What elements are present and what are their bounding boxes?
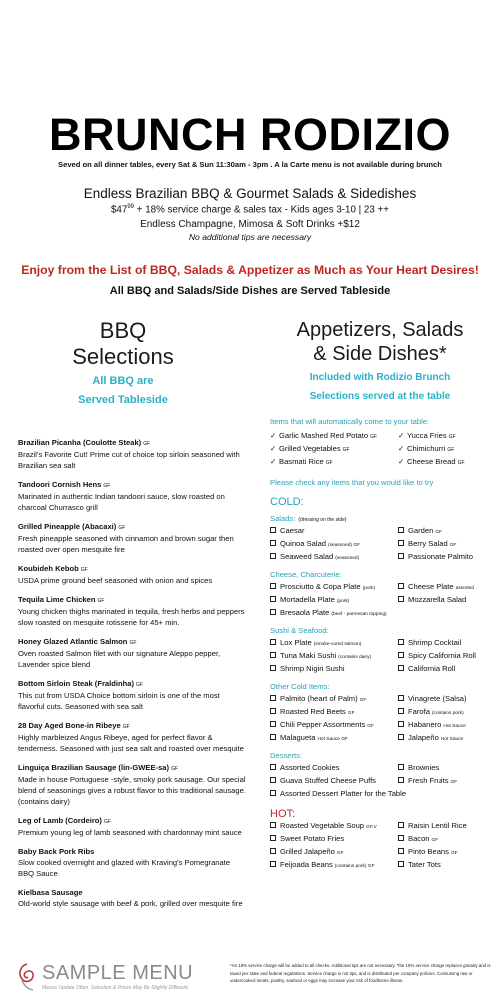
- checkbox-item[interactable]: [270, 594, 398, 607]
- checkbox-item-label: Guava Stuffed Cheese Puffs: [280, 776, 376, 785]
- bbq-item: [18, 438, 248, 471]
- checkbox[interactable]: [270, 665, 276, 671]
- bbq-item: [18, 888, 248, 909]
- auto-item: [398, 456, 488, 469]
- checkbox-item-note: GF: [449, 543, 457, 548]
- bbq-item-description: Old-world style sausage with beef & pork, grilled over mesquite fire: [18, 899, 243, 908]
- gf-tag: GF: [129, 640, 137, 646]
- bbq-item-description: Young chicken thighs marinated in tequila, fresh herbs and peppers slow roasted on mesquite rotisserie for 45+ min.: [18, 607, 245, 627]
- logo-subtext: Menus Update Often. Selection & Prices May Be Slightly Different.: [42, 985, 190, 991]
- section-title: [270, 751, 490, 760]
- page-subtitle: Seved on all dinner tables, every Sat & Sun 11:30am - 3pm . A la Carte menu is not available during brunch: [58, 160, 442, 169]
- checkbox[interactable]: [270, 835, 276, 841]
- checkbox-item[interactable]: [398, 525, 490, 538]
- appetizers-heading: [270, 318, 490, 404]
- checkbox[interactable]: [398, 822, 404, 828]
- checkbox-item-label: Quinoa Salad: [280, 539, 327, 548]
- gf-tag: GF: [103, 483, 111, 489]
- menu-section: [270, 626, 490, 676]
- checkbox-item-label: Prosciutto & Copa Plate: [280, 582, 361, 591]
- bbq-heading-line1: BBQ: [99, 318, 147, 343]
- bbq-item-name: [18, 438, 248, 449]
- gf-tag: GF: [448, 434, 456, 440]
- checkbox-item-label: Grilled Jalapeño: [280, 847, 335, 856]
- bbq-item-description: Marinated in authentic Indian tandoori sauce, slow roasted on charcoal Churrasco grill: [18, 492, 225, 512]
- checkbox[interactable]: [270, 721, 276, 727]
- price-rest: + 18% service charge & sales tax - Kids ages 3-10 | 23 ++: [134, 204, 389, 216]
- checkbox[interactable]: [398, 652, 404, 658]
- gf-tag: GF: [122, 724, 130, 730]
- section-title: [270, 626, 490, 635]
- hot-items-grid: [270, 820, 490, 872]
- checkbox-item-label: Bacon: [408, 834, 430, 843]
- bbq-item-name: [18, 721, 248, 732]
- checkbox-item-note: Hot Sauce: [443, 724, 466, 729]
- checkbox[interactable]: [398, 665, 404, 671]
- checkmark-icon: ✓: [398, 431, 405, 440]
- bbq-item: [18, 679, 248, 712]
- checkbox-item-note: GF: [367, 724, 374, 729]
- appetizers-heading-line2: & Side Dishes*: [313, 343, 447, 365]
- checkbox-item-note: GF,V: [366, 825, 377, 830]
- checkbox-item-label: Mozzarella Salad: [408, 595, 467, 604]
- auto-item-label: Garlic Mashed Red Potato: [279, 431, 369, 440]
- section-title-text: Sushi & Seafood:: [270, 626, 329, 635]
- bbq-item-title: Honey Glazed Atlantic Salmon: [18, 637, 128, 646]
- price-cents: 99: [127, 204, 135, 210]
- checkbox-item-label: Raisin Lentil Rice: [408, 821, 467, 830]
- checkbox-item-label: California Roll: [408, 664, 456, 673]
- fine-print: *An 18% service charge will be added to all checks. Additional tips are not necessary. The 18% service charge replaces gratuity and is taxed per state and federal regulations. Service charge is not tips, and is distributed per company policies. Consuming raw or undercooked meats, poultry, seafood or eggs may increase your risk of foodborne illness.: [230, 963, 491, 983]
- checkbox-item[interactable]: [270, 581, 398, 594]
- checkbox[interactable]: [270, 695, 276, 701]
- checkbox-item-label: Malagueta: [280, 733, 316, 742]
- checkbox-item-note: (pork): [336, 599, 350, 604]
- checkbox-item[interactable]: [270, 551, 398, 564]
- checkbox-item[interactable]: [398, 693, 490, 706]
- checkbox[interactable]: [398, 527, 404, 533]
- bbq-item-description: USDA prime ground beef seasoned with onion and spices: [18, 576, 213, 585]
- logo-swirl-icon: [16, 962, 38, 992]
- auto-item-label: Yucca Fries: [407, 431, 447, 440]
- gf-tag: GF: [118, 525, 126, 531]
- bbq-item-description: Made in house Portuguese -style, smoky pork sausage. Our special blend of seasonings gives a robust flavor to this traditional sausage. (contains dairy): [18, 775, 246, 806]
- bbq-item: [18, 763, 248, 807]
- checkbox-item[interactable]: [270, 788, 490, 801]
- checkbox[interactable]: [270, 764, 276, 770]
- bbq-item-description: Fresh pineapple seasoned with cinnamon and brown sugar then roasted over open mesquite fire: [18, 534, 234, 554]
- auto-item: [270, 443, 398, 456]
- checkbox-item-label: Garden: [408, 526, 434, 535]
- auto-item-label: Cheese Bread: [407, 457, 456, 466]
- checkbox[interactable]: [270, 734, 276, 740]
- checkbox-item-label: Seaweed Salad: [280, 552, 334, 561]
- bbq-item-title: 28 Day Aged Bone-in Ribeye: [18, 721, 121, 730]
- checkbox-item-label: Berry Salad: [408, 539, 448, 548]
- bbq-item-name: [18, 522, 248, 533]
- price-main: $47: [110, 204, 128, 216]
- checkbox-item-note: (pork): [362, 586, 376, 591]
- section-title: [270, 514, 490, 523]
- checkbox-item-note: Hot Sauce: [440, 737, 464, 742]
- checkbox[interactable]: [270, 583, 276, 589]
- checkbox-item[interactable]: [398, 538, 490, 551]
- bbq-item: [18, 721, 248, 754]
- bbq-item-name: [18, 763, 248, 774]
- pricing-line4: No additional tips are necessary: [188, 232, 312, 243]
- bbq-item-title: Kielbasa Sausage: [18, 888, 83, 897]
- checkbox-item-label: Roasted Vegetable Soup: [280, 821, 365, 830]
- checkbox-item-label: Spicy California Roll: [408, 651, 476, 660]
- checkbox[interactable]: [398, 583, 404, 589]
- checkbox[interactable]: [270, 861, 276, 867]
- logo-text: SAMPLE MENU: [42, 962, 194, 984]
- checkbox-item-label: Palmito (heart of Palm): [280, 694, 358, 703]
- appetizers-column: [270, 318, 490, 872]
- bbq-sub-line2: Served Tableside: [78, 394, 168, 406]
- bbq-item-description: This cut from USDA Choice bottom sirloin is one of the most flavorful cuts. Seasoned with sea salt: [18, 691, 220, 711]
- checkbox[interactable]: [398, 596, 404, 602]
- checkbox-item[interactable]: [270, 525, 398, 538]
- checkbox[interactable]: [270, 553, 276, 559]
- checkbox-item[interactable]: [398, 833, 490, 846]
- checkbox-item-label: Pinto Beans: [408, 847, 449, 856]
- checkbox-item[interactable]: [270, 693, 398, 706]
- checkbox[interactable]: [270, 790, 276, 796]
- bbq-item-title: Linguiça Brazilian Sausage (lin-GWEE-sa): [18, 763, 170, 772]
- checkbox-item[interactable]: [270, 706, 398, 719]
- section-items: [270, 525, 490, 564]
- checkbox-item[interactable]: [398, 551, 490, 564]
- checkbox[interactable]: [270, 777, 276, 783]
- auto-item: [270, 456, 398, 469]
- checkbox-item-note: GF: [435, 530, 443, 535]
- auto-items-grid: [270, 430, 490, 469]
- gf-tag: GF: [97, 598, 105, 604]
- checkbox-item-label: Shrimp Nigiri Sushi: [280, 664, 345, 673]
- checkbox-item-note: (smoke-cured salmon): [313, 642, 362, 647]
- auto-item: [398, 443, 488, 456]
- checkbox-item-note: assorted: [455, 586, 474, 591]
- auto-item: [398, 430, 488, 443]
- checkbox-item-label: Farofa: [408, 707, 430, 716]
- checkbox-item-note: GF: [336, 851, 344, 856]
- bbq-sub-line1: All BBQ are: [92, 375, 154, 387]
- checkbox-item[interactable]: [398, 594, 490, 607]
- checkbox[interactable]: [398, 540, 404, 546]
- bbq-item: [18, 637, 248, 670]
- checkbox-item-label: Cheese Plate: [408, 582, 454, 591]
- checkbox[interactable]: [398, 835, 404, 841]
- section-title-text: Cheese, Charcuterie:: [270, 570, 342, 579]
- checkbox-item-label: Shrimp Cocktail: [408, 638, 462, 647]
- checkbox-item-note: (seasoned): [335, 556, 360, 561]
- checkbox-item[interactable]: [270, 732, 398, 745]
- page-title: BRUNCH RODIZIO: [49, 109, 451, 160]
- checkbox-item[interactable]: [398, 663, 490, 676]
- checkbox-item[interactable]: [270, 663, 398, 676]
- section-items: [270, 693, 490, 745]
- checkbox[interactable]: [270, 639, 276, 645]
- checkbox-item-note: Hot Sauce GF: [317, 737, 348, 742]
- section-title-text: Salads:: [270, 514, 296, 523]
- checkbox-item[interactable]: [398, 706, 490, 719]
- pricing-line1: Endless Brazilian BBQ & Gourmet Salads & Sidedishes: [83, 186, 417, 201]
- gf-tag: GF: [143, 441, 151, 447]
- checkbox-item-note: GF: [347, 711, 355, 716]
- bbq-item-name: [18, 637, 248, 648]
- checkbox-item-label: Jalapeño: [408, 733, 439, 742]
- bbq-item-name: [18, 847, 248, 857]
- checkbox-item-label: Tater Tots: [408, 860, 441, 869]
- cold-sections: [270, 514, 490, 801]
- bbq-item-description: Highly marbleized Angus Ribeye, aged for perfect flavor & tenderness. Seasoned with just sea salt and roasted over mesquite: [18, 733, 244, 753]
- checkbox[interactable]: [270, 822, 276, 828]
- please-check-text: Please check any items that you would like to try: [270, 478, 434, 487]
- bbq-item: [18, 564, 248, 586]
- checkbox-item-label: Passionate Palmito: [408, 552, 474, 561]
- checkbox-item-label: Fresh Fruits: [408, 776, 449, 785]
- checkbox-item[interactable]: [398, 775, 490, 788]
- checkbox[interactable]: [270, 596, 276, 602]
- appetizers-sub-line2: Selections served at the table: [309, 391, 451, 402]
- section-items: [270, 637, 490, 676]
- bbq-item-title: Brazilian Picanha (Coulotte Steak): [18, 438, 142, 447]
- checkbox-item-label: Brownies: [408, 763, 440, 772]
- checkbox[interactable]: [398, 721, 404, 727]
- menu-header: [0, 109, 500, 169]
- section-title: [270, 682, 490, 691]
- checkbox-item-label: Mortadella Plate: [280, 595, 335, 604]
- auto-item: [270, 430, 398, 443]
- checkbox-item[interactable]: [398, 581, 490, 594]
- checkbox-item-note: (contains pork) GF: [334, 864, 375, 869]
- bbq-item-description: Oven roasted Salmon filet with our signature Aleppo pepper, Lavender spice blend: [18, 649, 221, 669]
- appetizers-sub-line1: Included with Rodizio Brunch: [309, 372, 451, 383]
- checkbox-item-label: Assorted Dessert Platter for the Table: [280, 789, 407, 798]
- pricing-block: [0, 186, 500, 242]
- section-items: [270, 581, 490, 620]
- gf-tag: GF: [136, 682, 143, 688]
- checkbox[interactable]: [398, 639, 404, 645]
- checkbox-item-label: Caesar: [280, 526, 305, 535]
- checkbox-item-label: Habanero: [408, 720, 442, 729]
- hot-heading: HOT:: [270, 808, 296, 820]
- checkmark-icon: ✓: [270, 431, 277, 440]
- menu-section: [270, 682, 490, 745]
- bbq-item-title: Bottom Sirloin Steak (Fraldinha): [18, 679, 135, 688]
- bbq-item-name: [18, 564, 248, 575]
- bbq-item-name: [18, 888, 248, 898]
- checkbox[interactable]: [398, 553, 404, 559]
- sample-menu-logo: [16, 962, 226, 996]
- enjoy-banner: Enjoy from the List of BBQ, Salads & Appetizer as Much as Your Heart Desires!: [21, 263, 479, 277]
- checkbox-item[interactable]: [270, 538, 398, 551]
- checkbox-item-label: Vinagrete (Salsa): [408, 694, 467, 703]
- bbq-item-title: Leg of Lamb (Cordeiro): [18, 816, 102, 825]
- checkbox[interactable]: [270, 609, 276, 615]
- checkbox-item[interactable]: [398, 846, 490, 859]
- checkbox-item[interactable]: [398, 719, 490, 732]
- section-title-text: Other Cold Items:: [270, 682, 330, 691]
- checkbox-item-label: Assorted Cookies: [280, 763, 340, 772]
- gf-tag: GF: [103, 819, 111, 825]
- bbq-item-title: Grilled Pineapple (Abacaxi): [18, 522, 117, 531]
- checkbox-item[interactable]: [398, 820, 490, 833]
- gf-tag: GF: [325, 460, 333, 466]
- bbq-item: [18, 480, 248, 513]
- checkbox-item-note: (seasoned) GF: [328, 543, 361, 548]
- gf-tag: GF: [171, 766, 179, 772]
- section-note: (dressing on the side): [298, 517, 347, 523]
- gf-tag: GF: [80, 567, 88, 573]
- checkmark-icon: ✓: [270, 457, 277, 466]
- checkbox-item[interactable]: [398, 650, 490, 663]
- bbq-item-name: [18, 816, 248, 827]
- bbq-item-name: [18, 679, 248, 690]
- section-title-text: Desserts:: [270, 751, 303, 760]
- checkbox-item-label: Feijoada Beans: [280, 860, 333, 869]
- checkbox-item-note: GF: [450, 780, 458, 785]
- checkbox-item[interactable]: [270, 607, 490, 620]
- checkbox-item[interactable]: [398, 762, 490, 775]
- checkbox-item-note: (contains dairy): [338, 655, 372, 660]
- checkmark-icon: ✓: [398, 444, 405, 453]
- gf-tag: GF: [370, 434, 378, 440]
- bbq-item-title: Tandoori Cornish Hens: [18, 480, 102, 489]
- section-items: [270, 762, 490, 801]
- checkbox[interactable]: [270, 527, 276, 533]
- checkbox[interactable]: [398, 861, 404, 867]
- checkbox-item[interactable]: [270, 833, 398, 846]
- bbq-item-name: [18, 480, 248, 491]
- checkbox[interactable]: [398, 708, 404, 714]
- checkbox[interactable]: [398, 695, 404, 701]
- checkbox[interactable]: [270, 652, 276, 658]
- checkbox[interactable]: [398, 734, 404, 740]
- checkbox[interactable]: [270, 848, 276, 854]
- checkbox-item-label: Lox Plate: [280, 638, 312, 647]
- checkbox-item[interactable]: [398, 637, 490, 650]
- checkbox-item[interactable]: [270, 820, 398, 833]
- checkbox-item-note: (beef - parmesan topping): [331, 612, 387, 617]
- auto-item-label: Grilled Vegetables: [279, 444, 341, 453]
- bbq-item-title: Koubideh Kebob: [18, 564, 79, 573]
- checkbox[interactable]: [398, 764, 404, 770]
- bbq-item-description: Slow cooked overnight and glazed with Kraving's Pomegranate BBQ Sauce: [18, 858, 231, 878]
- checkbox-item-label: Sweet Potato Fries: [280, 834, 345, 843]
- served-tableside: All BBQ and Salads/Side Dishes are Served Tableside: [109, 285, 391, 297]
- checkbox-item[interactable]: [270, 637, 398, 650]
- gf-tag: GF: [447, 447, 455, 453]
- checkbox-item-note: GF: [431, 838, 439, 843]
- gf-tag: GF: [457, 460, 465, 466]
- pricing-line2: [0, 204, 500, 215]
- auto-items-title: Items that will automatically come to your table:: [270, 417, 430, 426]
- gf-tag: GF: [342, 447, 350, 453]
- bbq-item-name: [18, 595, 248, 606]
- bbq-item-description: Premium young leg of lamb seasoned with chardonnay mint sauce: [18, 828, 242, 837]
- bbq-item: [18, 847, 248, 879]
- checkbox-item[interactable]: [398, 732, 490, 745]
- bbq-item-description: Brazil's Favorite Cut! Prime cut of choice top sirloin seasoned with Brazilian sea salt: [18, 450, 240, 470]
- checkbox[interactable]: [270, 540, 276, 546]
- cold-heading: COLD:: [270, 496, 304, 508]
- bbq-item: [18, 522, 248, 555]
- checkbox-item-label: Bresaola Plate: [280, 608, 330, 617]
- bbq-item-title: Tequila Lime Chicken: [18, 595, 96, 604]
- menu-section: [270, 570, 490, 620]
- bbq-heading: [18, 318, 228, 408]
- checkbox-item-note: GF: [359, 698, 367, 703]
- checkbox-item[interactable]: [270, 650, 398, 663]
- bbq-list: [18, 438, 248, 909]
- checkmark-icon: ✓: [398, 457, 405, 466]
- bbq-heading-line2: Selections: [72, 344, 174, 369]
- section-title: [270, 570, 490, 579]
- pricing-line3: Endless Champagne, Mimosa & Soft Drinks +$12: [140, 219, 360, 231]
- checkbox-item-note: GF: [450, 851, 458, 856]
- checkbox-item[interactable]: [398, 859, 490, 872]
- checkbox-item-label: Chili Pepper Assortments: [280, 720, 366, 729]
- checkbox-item[interactable]: [270, 846, 398, 859]
- checkbox-item[interactable]: [270, 719, 398, 732]
- bbq-item-title: Baby Back Pork Ribs: [18, 847, 95, 856]
- menu-section: [270, 751, 490, 801]
- appetizers-heading-line1: Appetizers, Salads: [296, 319, 464, 341]
- bbq-item: [18, 595, 248, 628]
- menu-section: [270, 514, 490, 564]
- checkbox[interactable]: [398, 848, 404, 854]
- checkbox-item[interactable]: [270, 859, 398, 872]
- checkbox-item[interactable]: [270, 775, 398, 788]
- checkbox-item-label: Tuna Maki Sushi: [280, 651, 337, 660]
- checkbox-item-note: (contains pork): [431, 711, 464, 716]
- checkmark-icon: ✓: [270, 444, 277, 453]
- bbq-column: [18, 318, 248, 918]
- checkbox-item[interactable]: [270, 762, 398, 775]
- checkbox[interactable]: [398, 777, 404, 783]
- bbq-item: [18, 816, 248, 838]
- auto-item-label: Chimichurri: [407, 444, 446, 453]
- checkbox[interactable]: [270, 708, 276, 714]
- checkbox-item-label: Roasted Red Beets: [280, 707, 346, 716]
- auto-item-label: Basmati Rice: [279, 457, 324, 466]
